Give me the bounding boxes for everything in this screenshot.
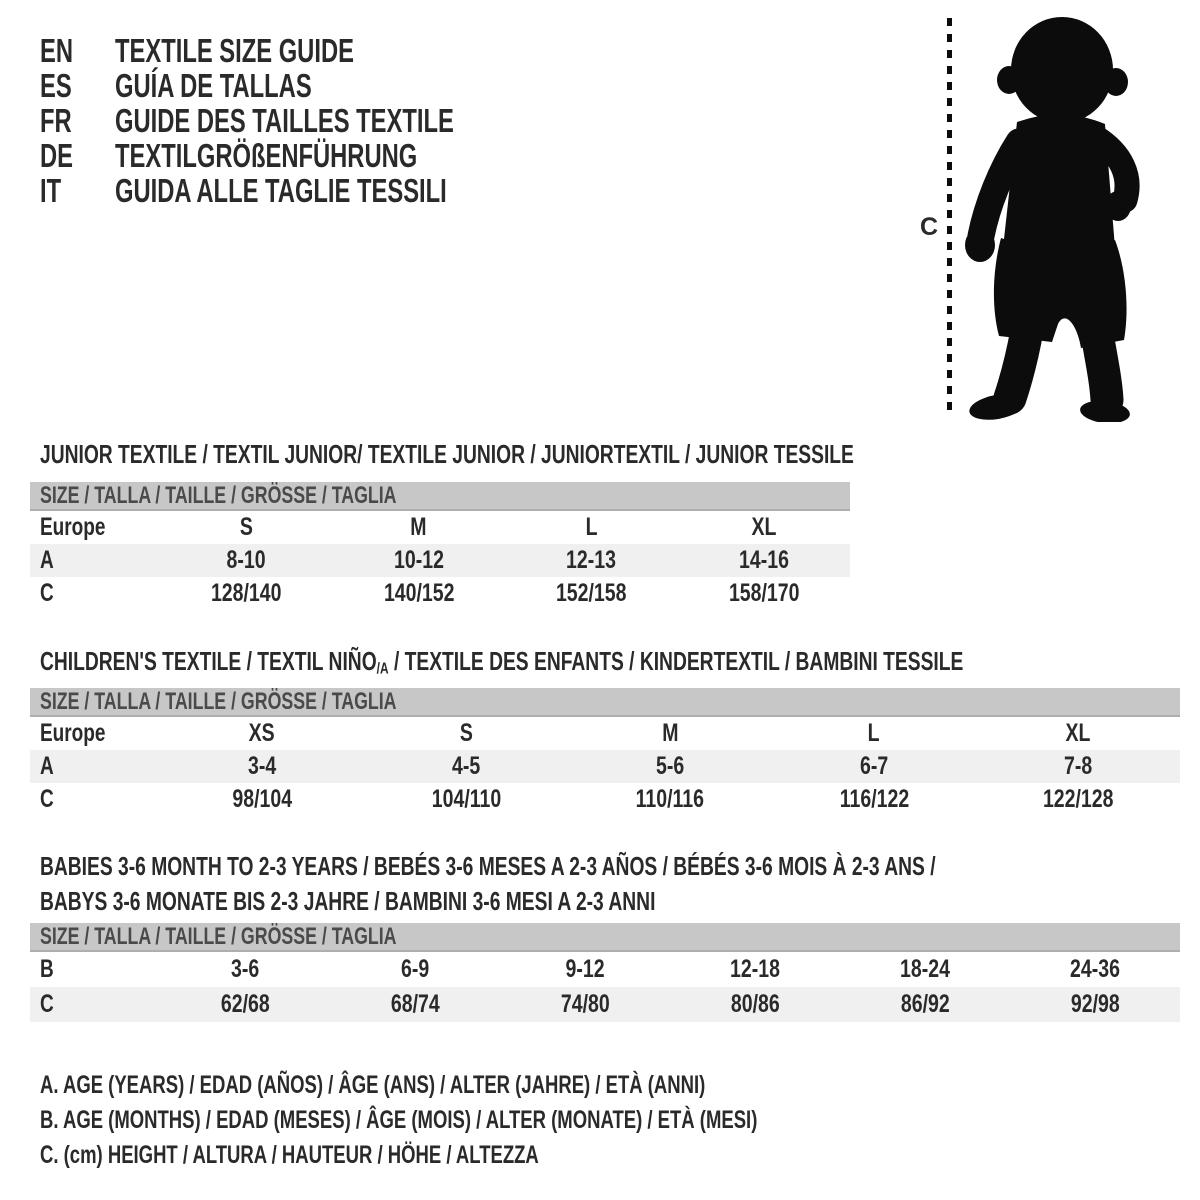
table-cell-text: 12-13 <box>566 546 617 574</box>
table-cell-text: 12-18 <box>730 955 780 983</box>
table-cell <box>568 750 772 783</box>
table-body <box>30 511 850 610</box>
title-pre: CHILDREN'S TEXTILE / TEXTIL NIÑO <box>40 646 377 676</box>
table-cell <box>364 750 568 783</box>
row-label <box>30 544 160 577</box>
table-cell-text: 3-4 <box>247 752 277 780</box>
section-title-babies-line2: BABYS 3-6 MONATE BIS 2-3 JAHRE / BAMBINI 3-6 MESI A 2-3 ANNI <box>40 886 656 916</box>
table-cell <box>505 577 678 610</box>
size-header-bar <box>30 688 1180 717</box>
table-cell <box>772 783 976 816</box>
row-label <box>30 577 160 610</box>
table-cell <box>500 987 670 1022</box>
table-cell <box>500 952 670 987</box>
table-cell <box>840 952 1010 987</box>
size-header-text: SIZE / TALLA / TAILLE / GRÖSSE / TAGLIA <box>40 687 397 715</box>
table-cell <box>364 717 568 750</box>
junior-size-table <box>30 482 850 610</box>
language-code: EN <box>40 31 74 69</box>
section-title-babies-line1: BABIES 3-6 MONTH TO 2-3 YEARS / BEBÉS 3-6 MESES A 2-3 AÑOS / BÉBÉS 3-6 MOIS À 2-3 ANS / <box>40 851 936 881</box>
table-cell-text: 7-8 <box>1063 752 1093 780</box>
legend-line <box>40 1138 1009 1173</box>
table-cell <box>364 783 568 816</box>
table-cell-text: 4-5 <box>451 752 481 780</box>
table-cell <box>160 750 364 783</box>
section-title-junior <box>40 437 1140 472</box>
table-cell-text: 9-12 <box>565 955 605 983</box>
babies-size-table <box>30 923 1180 1022</box>
table-cell <box>678 544 851 577</box>
language-code: ES <box>40 66 72 104</box>
row-label <box>30 511 160 544</box>
row-label <box>30 750 160 783</box>
language-title: GUIDA ALLE TAGLIE TESSILI <box>115 171 447 209</box>
legend-line <box>40 1103 1009 1138</box>
row-label <box>30 717 160 750</box>
table-row <box>30 952 1180 987</box>
table-cell <box>772 717 976 750</box>
table-row <box>30 717 1180 750</box>
row-label-text: C <box>40 785 54 813</box>
table-cell-text: M <box>661 719 679 747</box>
table-cell-text: XL <box>751 513 777 541</box>
table-cell-text: 8-10 <box>226 546 266 574</box>
legend-line-text: A. AGE (YEARS) / EDAD (AÑOS) / ÂGE (ANS) / ALTER (JAHRE) / ETÀ (ANNI) <box>40 1071 706 1099</box>
table-cell-text: S <box>239 513 253 541</box>
table-cell-text: 158/170 <box>728 579 799 607</box>
table-cell <box>840 987 1010 1022</box>
table-cell-text: 74/80 <box>560 990 610 1018</box>
table-cell <box>976 717 1180 750</box>
table-row <box>30 511 850 544</box>
table-cell-text: 86/92 <box>900 990 950 1018</box>
table-cell-text: 6-7 <box>859 752 889 780</box>
legend-line-text: C. (cm) HEIGHT / ALTURA / HAUTEUR / HÖHE / ALTEZZA <box>40 1141 539 1169</box>
table-cell <box>160 783 364 816</box>
legend <box>40 1068 1009 1173</box>
size-header-text: SIZE / TALLA / TAILLE / GRÖSSE / TAGLIA <box>40 922 397 950</box>
row-label-text: A <box>40 546 54 574</box>
table-cell-text: 3-6 <box>230 955 260 983</box>
table-cell-text: 6-9 <box>400 955 430 983</box>
table-cell <box>670 952 840 987</box>
size-header-bar <box>30 482 850 511</box>
table-cell <box>160 544 333 577</box>
table-cell <box>330 952 500 987</box>
language-title: TEXTILGRÖßENFÜHRUNG <box>115 136 418 174</box>
table-row <box>30 750 1180 783</box>
height-measure-label: C <box>919 213 939 241</box>
table-cell-text: 10-12 <box>393 546 444 574</box>
table-cell <box>160 511 333 544</box>
title-sub: /A <box>376 659 389 678</box>
language-list <box>40 33 586 208</box>
table-cell-text: S <box>459 719 473 747</box>
language-code: FR <box>40 101 72 139</box>
language-row <box>40 138 586 173</box>
table-cell-text: 80/86 <box>730 990 780 1018</box>
table-cell-text: 104/110 <box>431 785 501 813</box>
table-cell-text: 18-24 <box>900 955 950 983</box>
table-cell <box>333 577 506 610</box>
height-measure-dotted-line <box>947 18 952 416</box>
table-cell <box>505 511 678 544</box>
language-title: GUIDE DES TAILLES TEXTILE <box>115 101 454 139</box>
section-title-junior-text: JUNIOR TEXTILE / TEXTIL JUNIOR/ TEXTILE JUNIOR / JUNIORTEXTIL / JUNIOR TESSILE <box>40 439 854 469</box>
table-row <box>30 544 850 577</box>
table-row <box>30 987 1180 1022</box>
size-header-text: SIZE / TALLA / TAILLE / GRÖSSE / TAGLIA <box>40 481 397 509</box>
table-cell-text: 24-36 <box>1070 955 1120 983</box>
table-cell <box>568 783 772 816</box>
table-cell-text: L <box>868 719 880 747</box>
legend-line <box>40 1068 1009 1103</box>
table-cell <box>1010 987 1180 1022</box>
table-cell-text: 140/152 <box>383 579 454 607</box>
language-row <box>40 68 586 103</box>
language-title: TEXTILE SIZE GUIDE <box>115 31 354 69</box>
row-label-text: B <box>40 955 54 983</box>
table-cell <box>160 717 364 750</box>
table-cell-text: 152/158 <box>556 579 627 607</box>
row-label <box>30 952 160 987</box>
table-cell-text: XS <box>248 719 276 747</box>
title-post: / TEXTILE DES ENFANTS / KINDERTEXTIL / BAMBINI TESSILE <box>388 646 964 676</box>
table-cell-text: 98/104 <box>232 785 292 813</box>
table-body <box>30 717 1180 816</box>
table-cell-text: 122/128 <box>1042 785 1114 813</box>
language-row <box>40 33 586 68</box>
table-cell <box>160 952 330 987</box>
table-cell-text: 5-6 <box>655 752 685 780</box>
toddler-silhouette-icon <box>955 10 1145 422</box>
size-header-bar <box>30 923 1180 952</box>
language-code: IT <box>40 171 62 209</box>
table-cell-text: XL <box>1065 719 1091 747</box>
row-label-text: C <box>40 990 54 1018</box>
section-title-babies <box>40 849 1200 919</box>
table-cell <box>505 544 678 577</box>
table-cell <box>976 750 1180 783</box>
table-cell <box>330 987 500 1022</box>
table-cell <box>678 511 851 544</box>
table-cell <box>333 511 506 544</box>
table-cell <box>772 750 976 783</box>
legend-line-text: B. AGE (MONTHS) / EDAD (MESES) / ÂGE (MOIS) / ALTER (MONATE) / ETÀ (MESI) <box>40 1106 758 1134</box>
row-label <box>30 987 160 1022</box>
section-title-children-text <box>40 644 963 687</box>
table-cell <box>670 987 840 1022</box>
row-label <box>30 783 160 816</box>
table-cell <box>333 544 506 577</box>
row-label-text: Europe <box>40 513 106 541</box>
table-cell-text: 116/122 <box>839 785 909 813</box>
language-title: GUÍA DE TALLAS <box>115 66 312 104</box>
table-cell <box>160 577 333 610</box>
table-cell <box>976 783 1180 816</box>
table-cell-text: 14-16 <box>738 546 789 574</box>
language-row <box>40 103 586 138</box>
table-cell <box>678 577 851 610</box>
row-label-text: Europe <box>40 719 106 747</box>
row-label-text: C <box>40 579 54 607</box>
table-body <box>30 952 1180 1022</box>
language-code: DE <box>40 136 74 174</box>
table-cell-text: 128/140 <box>211 579 282 607</box>
table-cell-text: 62/68 <box>220 990 270 1018</box>
table-cell <box>160 987 330 1022</box>
table-row <box>30 577 850 610</box>
table-row <box>30 783 1180 816</box>
table-cell-text: M <box>410 513 427 541</box>
table-cell-text: 68/74 <box>390 990 440 1018</box>
language-row <box>40 173 586 208</box>
row-label-text: A <box>40 752 54 780</box>
table-cell-text: 92/98 <box>1070 990 1120 1018</box>
table-cell <box>568 717 772 750</box>
section-title-children <box>40 644 1200 687</box>
children-size-table <box>30 688 1180 816</box>
table-cell-text: L <box>585 513 598 541</box>
table-cell <box>1010 952 1180 987</box>
table-cell-text: 110/116 <box>635 785 705 813</box>
